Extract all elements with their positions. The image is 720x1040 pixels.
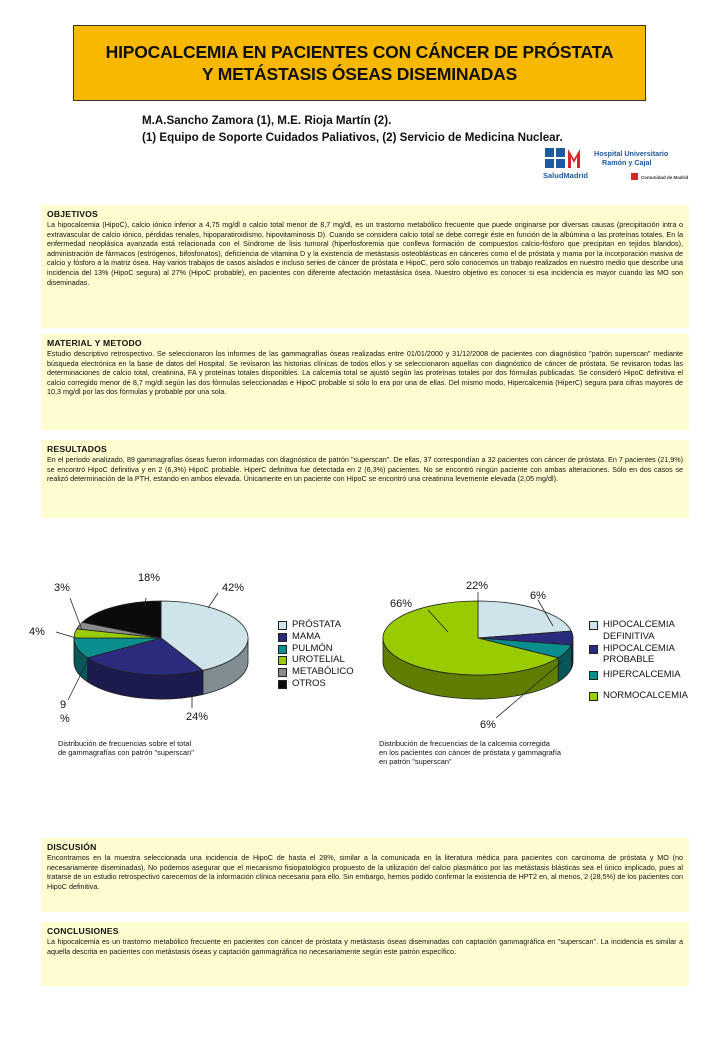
legend-item-definitiva	[589, 619, 689, 643]
legend-label: OTROS	[292, 677, 326, 689]
caption-line: en patrón "superscan"	[379, 757, 452, 767]
poster-title	[73, 25, 646, 101]
legend-item-normocalcemia	[589, 690, 689, 702]
authors-names: M.A.Sancho Zamora (1), M.E. Rioja Martín (2).	[142, 114, 392, 127]
section-metodo	[41, 334, 689, 430]
conclusiones-heading: CONCLUSIONES	[47, 926, 119, 936]
caption-line: Distribución de frecuencias de la calcemia corregida	[379, 739, 550, 748]
pie-left-label-metabolico: 3%	[54, 582, 70, 594]
section-objetivos	[41, 205, 689, 328]
discusion-heading: DISCUSIÓN	[47, 842, 97, 852]
legend-label: PULMÓN	[292, 642, 333, 654]
logo-community-text: Comunidad de Madrid	[641, 175, 688, 180]
legend-item-pulmon	[278, 643, 354, 655]
resultados-heading: RESULTADOS	[47, 444, 107, 454]
objetivos-heading: OBJETIVOS	[47, 209, 98, 219]
legend-swatch	[589, 621, 598, 630]
legend-label: HIPOCALCEMIA PROBABLE	[603, 642, 675, 666]
legend-label: HIPOCALCEMIA DEFINITIVA	[603, 619, 675, 642]
legend-swatch	[278, 621, 287, 630]
caption-line: de gammagrafías con patrón "superscan"	[58, 748, 194, 758]
metodo-text: Estudio descriptivo retrospectivo. Se seleccionaron los informes de las gammagrafías óseas realizadas entre 01/01/2000 y 31/12/2008 de pacientes con diagnóstico "patrón superscan" mediante búsqueda electrónica en la base de datos del Hospital. Se revisaron las historias clínicas de todos ellos y se seleccionaron aquellas con diagnóstico de cáncer de próstata. Se revisaron todas las determinaciones de calcio total, creatinina, FA y proteínas totales disponibles. La calcemia total se ajustó según las proteínas totales por dos fórmulas publicadas. Se consideró HipoC definitiva el calcio corregido menor de 8,7 mg/dl según las dos fórmulas seleccionadas e HipoC probable si sólo lo era por una de ellas. Del mismo modo, Hipercalcemia (HiperC) segura para cifras mayores de 10,3 mg/dl por las dos fórmulas y probable por una sola.	[47, 349, 683, 397]
pie-left-label-prostata: 42%	[222, 582, 245, 594]
legend-item-otros	[278, 678, 354, 690]
legend-swatch	[278, 680, 287, 689]
resultados-text: En el período analizado, 89 gammagrafías óseas fueron informadas con diagnóstico de patrón "superscan". De ellas, 37 correspondían a 32 pacientes con cáncer de próstata. En 7 pacientes (21,9%) se encontró HipoC definitiva y en 2 (6,3%) HipoC probable. HiperC definitiva fue detectada en 2 (6,3%) pacientes. No se encontró ningún paciente con ambas alteraciones. Sólo en dos casos se realizó determinación de la PTH, estando en ambos elevada. Únicamente en un paciente con HipoC se encontró una creatinina levemente elevada (2,05 mg/dl).	[47, 455, 683, 484]
pie-left-leader-metabolico	[70, 598, 82, 630]
metodo-heading: MATERIAL Y METODO	[47, 338, 142, 348]
legend-label: METABÓLICO	[292, 666, 354, 678]
section-conclusiones	[41, 922, 689, 986]
legend-item-hipercalcemia	[589, 669, 689, 681]
hospital-logo	[543, 146, 688, 186]
pie-right-label-probable: 6%	[530, 590, 546, 602]
logo-hospital-line2: Ramón y Cajal	[602, 158, 652, 167]
authors	[142, 112, 563, 146]
legend-label: HIPERCALCEMIA	[603, 669, 681, 681]
legend-item-probable	[589, 643, 689, 667]
pie-left-label-pulmon: 9 %	[60, 699, 70, 725]
legend-label: UROTELIAL	[292, 654, 345, 666]
section-discusion	[41, 838, 689, 912]
legend-swatch	[278, 656, 287, 665]
legend-swatch	[589, 692, 598, 701]
pie-right-legend	[589, 619, 689, 702]
legend-item-urotelial	[278, 654, 354, 666]
hospital-logo-graphic	[543, 146, 688, 186]
pie-right-caption	[379, 739, 561, 767]
legend-swatch	[589, 671, 598, 680]
legend-swatch	[589, 645, 598, 654]
pie-left-leader-urotelial	[56, 632, 76, 638]
pie-left-leader-prostata	[208, 593, 218, 608]
pie-right-label-hipercalcemia: 6%	[480, 719, 496, 731]
conclusiones-text: La hipocalcemia es un trastorno metabólico frecuente en pacientes con cáncer de próstata y metástasis óseas diseminadas con captación gammagráfica en "superscan". La incidencia es similar a aquella descrita en pacientes con metástasis óseas y captación gammagráfica no necesariamente según este patrón específico.	[47, 937, 683, 956]
legend-item-metabolico	[278, 666, 354, 678]
caption-line: en los pacientes con cáncer de próstata y gammagrafía	[379, 748, 561, 758]
pie-left-caption	[58, 739, 194, 757]
title-line-1: HIPOCALCEMIA EN PACIENTES CON CÁNCER DE PRÓSTATA	[105, 42, 614, 62]
caption-line: Distribución de frecuencias sobre el total	[58, 739, 192, 748]
pie-right-label-definitiva: 22%	[466, 580, 489, 592]
pie-left-label-urotelial: 4%	[29, 626, 45, 638]
legend-swatch	[278, 633, 287, 642]
legend-item-prostata	[278, 619, 354, 631]
pie-left-legend	[278, 619, 354, 690]
legend-label: PRÓSTATA	[292, 619, 342, 630]
legend-item-mama	[278, 631, 354, 643]
discusion-text: Encontramos en la muestra seleccionada una incidencia de HipoC de hasta el 28%, similar a la comunicada en la literatura médica para pacientes con carcinoma de próstata y MO (no necesariamente diseminadas). No podemos asegurar que el mecanismo fisiopatológico propuesto de la utilización del calcio plasmático por las metástasis blásticas sea el único implicado, pues al tratarse de un estudio retrospectivo carecemos de la información clínica necesaria para ello. Sin embargo, hemos podido confirmar la existencia de HPT2 en, al menos, 2 (28,5%) de los pacientes con HipoC definitiva.	[47, 853, 683, 891]
section-resultados	[41, 440, 689, 518]
pie-left-label-mama: 24%	[186, 711, 209, 723]
pie-right-label-normocalcemia: 66%	[390, 598, 413, 610]
legend-swatch	[278, 645, 287, 654]
logo-hospital-line1: Hospital Universitario	[594, 149, 669, 158]
objetivos-text: La hipocalcemia (HipoC), calcio iónico inferior a 4,75 mg/dl o calcio total menor de 8,7 mg/dl, es un trastorno metabólico frecuente que puede originarse por diversas causas (precipitación intra o extravascular de calcio iónico, pérdidas renales, hipoparatiroidismo, hipovitaminosis D). Cuando se considera calcio total se debe corregir éste en función de la albúmina o las proteínas totales. En la enfermedad neoplásica avanzada está relacionada con el Síndrome de lisis tumoral (hiperfosforemia que conlleva formación de compuestos calcio-fósforo que precipitan en tejidos blandos), administración de fármacos (estrógenos, bifosfonatos), deficiencia de vitamina D y la existencia de metástasis osteoblásticas en cánceres como el de próstata y mama por la incorporación masiva de calcio y fósforo a la matriz ósea. Hay varios trabajos de casos aislados e incluso series de cáncer de próstata e HipoC, pero sólo conocemos un trabajo realizados en nuestro medio que describe una incidencia del 13% (HipoC segura) al 27% (HipoC probable), en pacientes con diferente afectación metastásica ósea. Nuestro objetivo es conocer si esa incidencia es mayor cuando las MO son diseminadas.	[47, 220, 683, 287]
legend-label: MAMA	[292, 630, 321, 642]
title-line-2: Y METÁSTASIS ÓSEAS DISEMINADAS	[201, 64, 518, 84]
legend-swatch	[278, 668, 287, 677]
authors-affiliations: (1) Equipo de Soporte Cuidados Paliativos, (2) Servicio de Medicina Nuclear.	[142, 131, 563, 144]
logo-salud-text: SaludMadrid	[543, 171, 589, 180]
legend-label: NORMOCALCEMIA	[603, 689, 688, 701]
pie-left-label-otros: 18%	[138, 572, 161, 584]
